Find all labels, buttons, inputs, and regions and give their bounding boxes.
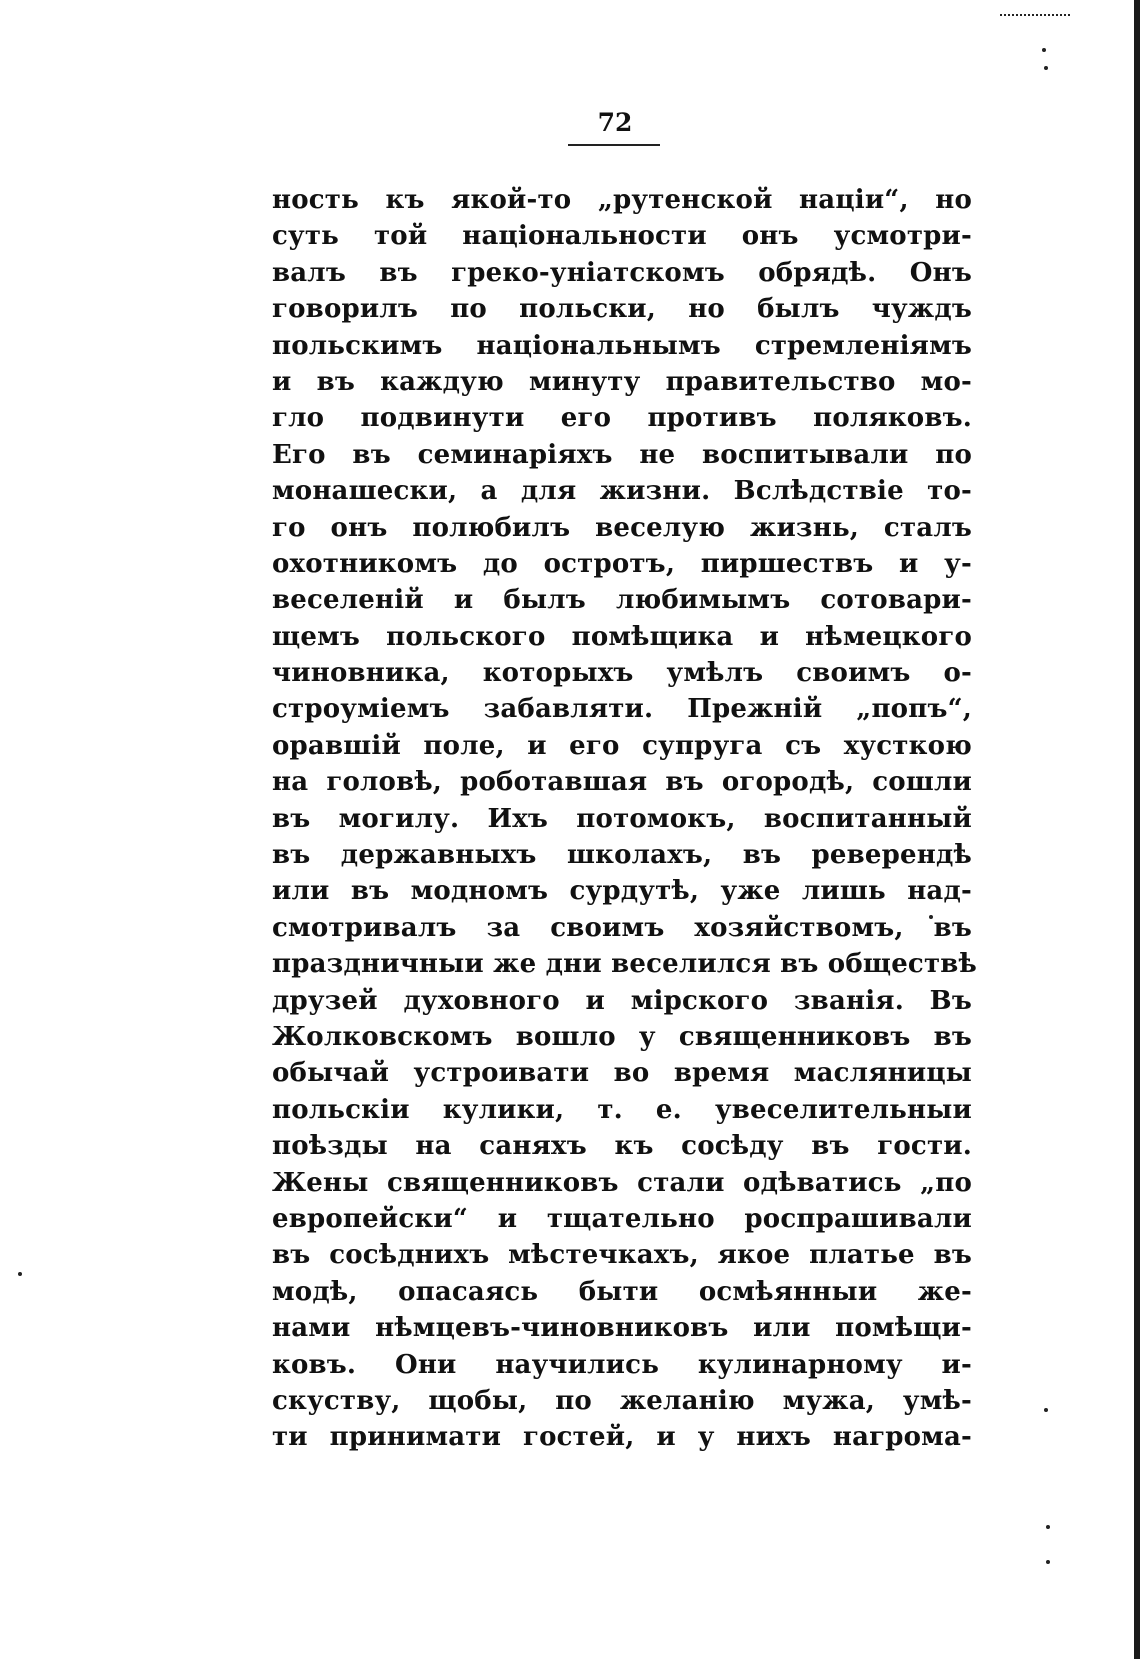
scan-speck <box>1044 1408 1048 1412</box>
text-line: смотривалъ за своимъ хозяйствомъ, въ <box>272 912 972 943</box>
text-line: на головѣ, роботавшая въ огородѣ, сошли <box>272 767 972 798</box>
scan-border <box>1134 0 1140 1659</box>
text-line: поѣзды на саняхъ къ сосѣду въ гости. <box>272 1131 972 1162</box>
scan-speck <box>1046 1560 1050 1564</box>
text-line: суть той національности онъ усмотри- <box>272 221 972 252</box>
text-line: ковъ. Они научились кулинарному и- <box>272 1349 972 1380</box>
text-line: праздничныи же дни веселился въ обществѣ <box>272 949 978 980</box>
text-line: въ державныхъ школахъ, въ реверендѣ <box>272 840 972 871</box>
text-line: охотникомъ до остротъ, пиршествъ и у- <box>272 548 972 579</box>
text-line: модѣ, опасаясь быти осмѣянныи же- <box>272 1276 972 1307</box>
text-line: друзей духовного и мірского званія. Въ <box>272 985 972 1016</box>
text-line: обычай устроивати во время масляницы <box>272 1058 972 1089</box>
text-line: европейски“ и тщательно роспрашивали <box>272 1203 972 1234</box>
text-line: оравшій поле, и его супруга съ хусткою <box>272 730 972 761</box>
text-line: ти принимати гостей, и у нихъ нагрома- <box>272 1422 972 1453</box>
text-line: скуству, щобы, по желанію мужа, умѣ- <box>272 1385 972 1416</box>
page-number-rule <box>568 144 660 146</box>
text-line: Жены священниковъ стали одѣватись „по <box>272 1167 972 1198</box>
text-line: гло подвинути его противъ поляковъ. <box>272 403 972 434</box>
text-line: въ сосѣднихъ мѣстечкахъ, якое платье въ <box>272 1240 972 1271</box>
text-line: польскіи кулики, т. е. увеселительныи <box>272 1094 972 1125</box>
text-line: щемъ польского помѣщика и нѣмецкого <box>272 621 972 652</box>
body-text <box>272 182 978 1456</box>
text-line: ность къ якой-то „рутенской націи“, но <box>272 185 972 215</box>
text-line: го онъ полюбилъ веселую жизнь, сталъ <box>272 512 972 543</box>
scan-speck <box>18 1272 22 1276</box>
scan-speck <box>1046 1525 1050 1529</box>
text-line: чиновника, которыхъ умѣлъ своимъ о- <box>272 658 972 689</box>
text-line: монашески, а для жизни. Вслѣдствіе то- <box>272 476 972 507</box>
text-line: нами нѣмцевъ-чиновниковъ или помѣщи- <box>272 1313 972 1344</box>
text-line: Его въ семинаріяхъ не воспитывали по <box>272 439 972 470</box>
scan-speck <box>1044 66 1048 70</box>
text-line: или въ модномъ сурдутѣ, уже лишь над- <box>272 876 972 907</box>
text-line: въ могилу. Ихъ потомокъ, воспитанный <box>272 803 972 834</box>
text-line: польскимъ національнымъ стремленіямъ <box>272 330 972 361</box>
text-line: Жолковскомъ вошло у священниковъ въ <box>272 1021 972 1052</box>
text-line: и въ каждую минуту правительство мо- <box>272 366 972 397</box>
text-line: говорилъ по польски, но былъ чуждъ <box>272 294 972 325</box>
text-line: валъ въ греко-уніатскомъ обрядѣ. Онъ <box>272 257 972 288</box>
text-line: строуміемъ забавляти. Прежній „попъ“, <box>272 694 972 725</box>
scan-speck <box>1042 48 1046 52</box>
page-number: 72 <box>597 108 633 137</box>
text-line: веселеній и былъ любимымъ сотовари- <box>272 585 972 616</box>
scan-corner-mark <box>1000 0 1070 16</box>
